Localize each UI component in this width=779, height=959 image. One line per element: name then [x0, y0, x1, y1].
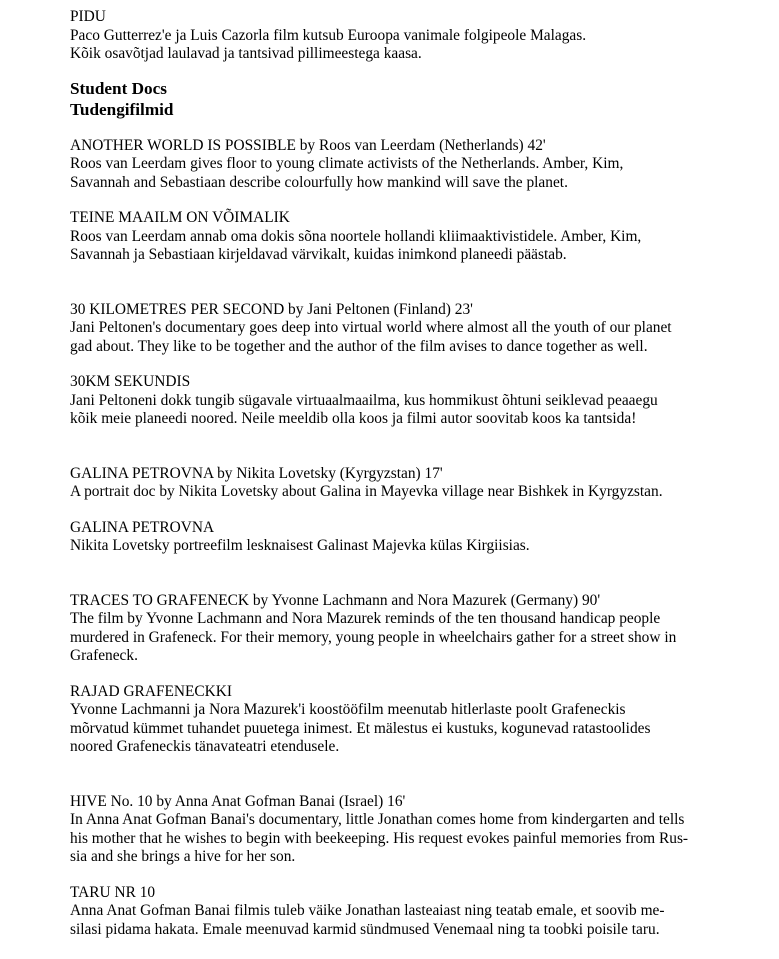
film-english-description-line: his mother that he wishes to begin with beekeeping. His request evokes painful memories from Rus-	[70, 829, 689, 847]
film-estonian-description-line: Nikita Lovetsky portreefilm lesknaisest Galinast Majevka külas Kirgiisias.	[70, 537, 530, 554]
document-page	[70, 8, 760, 939]
film-english-title: ANOTHER WORLD IS POSSIBLE by Roos van Leerdam (Netherlands) 42'	[70, 136, 546, 154]
intro-line: Kõik osavõtjad laulavad ja tantsivad pillimeestega kaasa.	[70, 45, 422, 62]
film-estonian-description-line: Savannah ja Sebastiaan kirjeldavad värvikalt, kuidas inimkond planeedi päästab.	[70, 246, 567, 263]
film-english-description-line: gad about. They like to be together and the author of the film avises to dance together as well.	[70, 337, 648, 355]
film-estonian-title: RAJAD GRAFENECKKI	[70, 682, 233, 700]
film-estonian-entry	[70, 519, 760, 556]
film-english-description-line: Savannah and Sebastiaan describe colourfully how mankind will save the planet.	[70, 173, 568, 191]
film-english-title: HIVE No. 10 by Anna Anat Gofman Banai (Israel) 16'	[70, 792, 406, 810]
film-english-title: GALINA PETROVNA by Nikita Lovetsky (Kyrgyzstan) 17'	[70, 464, 443, 482]
intro-line: Paco Gutterrez'e ja Luis Cazorla film kutsub Euroopa vanimale folgipeole Malagas.	[70, 26, 587, 44]
film-english-description-line: Roos van Leerdam gives floor to young climate activists of the Netherlands. Amber, Kim,	[70, 155, 624, 172]
film-english-description-line: Grafeneck.	[70, 647, 138, 664]
film-estonian-entry	[70, 884, 760, 940]
film-estonian-description-line: mõrvatud kümmet tuhandet puuetega inimest. Et mälestus ei kustuks, kogunevad ratastoolides	[70, 719, 651, 737]
film-english-entry	[70, 137, 760, 193]
film-english-entry	[70, 301, 760, 357]
film-estonian-description-line: silasi pidama hakata. Emale meenuvad karmid sündmused Venemaal ning ta toobki poisile taru.	[70, 920, 660, 938]
film-english-entry	[70, 592, 760, 666]
intro-title: PIDU	[70, 8, 106, 25]
section-heading-block	[70, 78, 760, 120]
film-english-description-line: The film by Yvonne Lachmann and Nora Mazurek reminds of the ten thousand handicap people	[70, 610, 661, 627]
film-english-description-line: sia and she brings a hive for her son.	[70, 848, 296, 865]
section-heading-english: Student Docs	[70, 78, 167, 98]
film-english-description-line: Jani Peltonen's documentary goes deep into virtual world where almost all the youth of our planet	[70, 319, 672, 336]
film-estonian-entry	[70, 683, 760, 757]
film-estonian-entry	[70, 209, 760, 265]
section-heading-estonian: Tudengifilmid	[70, 99, 174, 119]
film-estonian-description-line: noored Grafeneckis tänavateatri etendusele.	[70, 738, 340, 755]
film-english-title: TRACES TO GRAFENECK by Yvonne Lachmann and Nora Mazurek (Germany) 90'	[70, 591, 601, 609]
film-estonian-title: TARU NR 10	[70, 883, 156, 901]
film-english-description-line: A portrait doc by Nikita Lovetsky about Galina in Mayevka village near Bishkek in Kyrgyzstan.	[70, 483, 663, 500]
film-english-description-line: murdered in Grafeneck. For their memory, young people in wheelchairs gather for a street show in	[70, 628, 677, 646]
film-estonian-title: GALINA PETROVNA	[70, 518, 215, 536]
film-estonian-description-line: Jani Peltoneni dokk tungib sügavale virtuaalmaailma, kus hommikust õhtuni seiklevad peaaegu	[70, 391, 658, 409]
film-english-description-line: In Anna Anat Gofman Banai's documentary, little Jonathan comes home from kindergarten and tells	[70, 811, 685, 828]
film-estonian-description-line: Roos van Leerdam annab oma dokis sõna noortele hollandi kliimaaktivistidele. Amber, Kim,	[70, 227, 642, 245]
film-estonian-description-line: Anna Anat Gofman Banai filmis tuleb väike Jonathan lasteaiast ning teatab emale, et soovib me-	[70, 902, 665, 919]
film-estonian-title: TEINE MAAILM ON VÕIMALIK	[70, 209, 290, 226]
film-english-title: 30 KILOMETRES PER SECOND by Jani Peltonen (Finland) 23'	[70, 300, 473, 318]
film-english-entry	[70, 465, 760, 502]
film-estonian-title: 30KM SEKUNDIS	[70, 373, 191, 390]
intro-entry	[70, 8, 760, 64]
film-estonian-description-line: kõik meie planeedi noored. Neile meeldib olla koos ja filmi autor soovitab koos ka tantsida!	[70, 410, 637, 427]
film-english-entry	[70, 793, 760, 867]
film-estonian-description-line: Yvonne Lachmanni ja Nora Mazurek'i koostööfilm meenutab hitlerlaste poolt Grafeneckis	[70, 701, 626, 718]
film-estonian-entry	[70, 373, 760, 429]
